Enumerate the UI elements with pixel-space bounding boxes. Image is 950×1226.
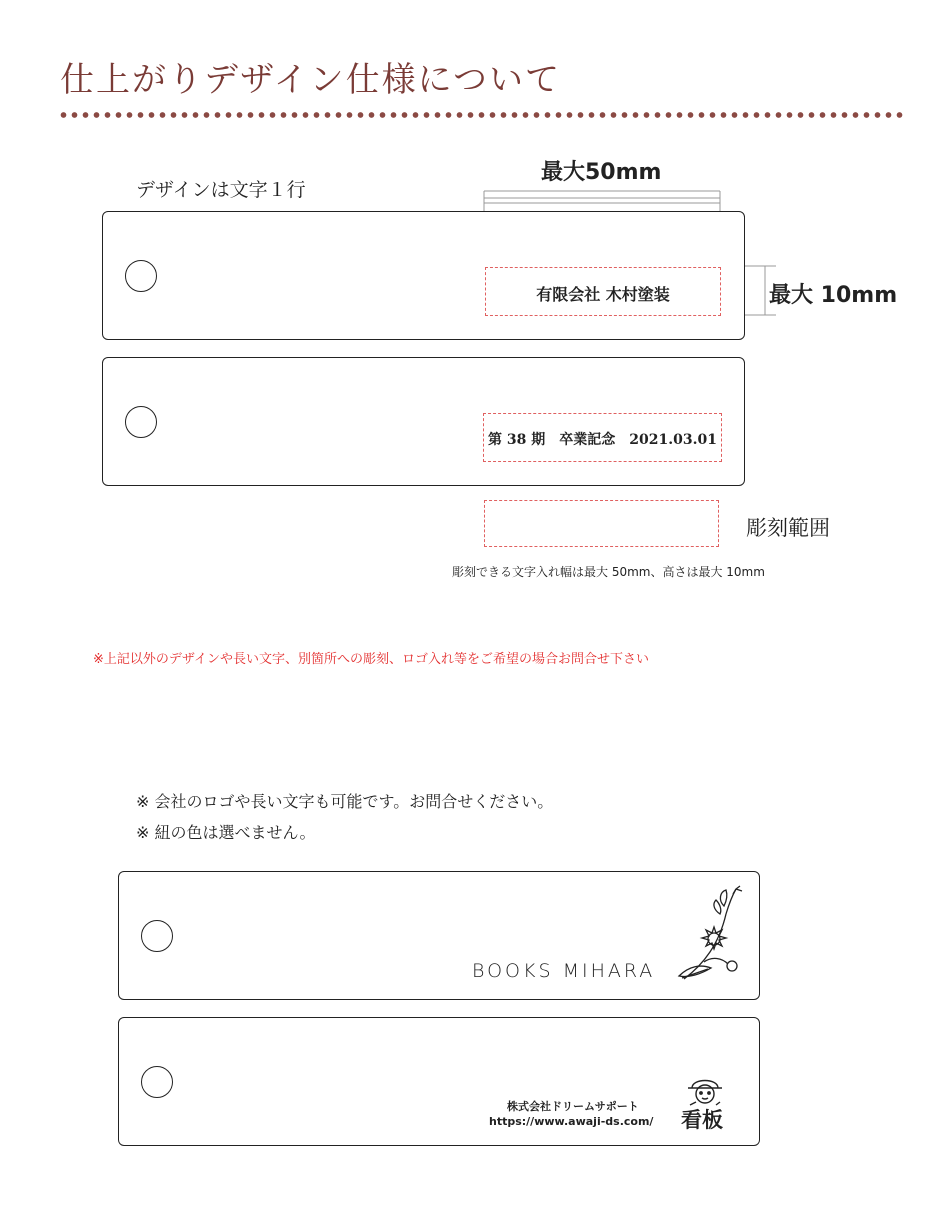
sample-graduation-text: 第 38 期 卒業記念 2021.03.01 xyxy=(488,432,717,448)
custom-design-notice: ※上記以外のデザインや長い文字、別箇所への彫刻、ロゴ入れ等をご希望の場合お問合せ下さい xyxy=(93,652,649,667)
flower-icon xyxy=(674,884,746,984)
logo-company-name: 株式会社ドリームサポート xyxy=(507,1100,639,1113)
keychain-tag-logo xyxy=(118,1017,760,1146)
logo-mark-text: 看板 xyxy=(681,1107,723,1132)
keychain-tag-books xyxy=(118,871,760,1000)
keychain-tag-graduation xyxy=(102,357,745,486)
hole-icon xyxy=(125,406,157,438)
keychain-tag-company xyxy=(102,211,745,340)
dotted-divider xyxy=(58,110,903,120)
engrave-size-note: 彫刻できる文字入れ幅は最大 50mm、高さは最大 10mm xyxy=(452,565,765,579)
note-cord-color: ※ 紐の色は選べません。 xyxy=(136,823,316,842)
logo-url: https://www.awaji-ds.com/ xyxy=(489,1115,654,1128)
engrave-area-legend xyxy=(484,500,719,547)
hole-icon xyxy=(141,920,173,952)
engrave-range-label: 彫刻範囲 xyxy=(746,516,830,540)
hole-icon xyxy=(125,260,157,292)
mascot-logo-icon xyxy=(684,1072,726,1106)
max-width-label: 最大50mm xyxy=(541,160,662,185)
sample-company-text: 有限会社 木村塗装 xyxy=(536,285,670,304)
max-height-label: 最大 10mm xyxy=(769,283,898,308)
design-note: デザインは文字１行 xyxy=(136,179,306,201)
hole-icon xyxy=(141,1066,173,1098)
sample-books-text: BOOKS MIHARA xyxy=(472,960,656,982)
note-logo: ※ 会社のロゴや長い文字も可能です。お問合せください。 xyxy=(136,792,554,811)
page-title: 仕上がりデザイン仕様について xyxy=(60,60,561,100)
